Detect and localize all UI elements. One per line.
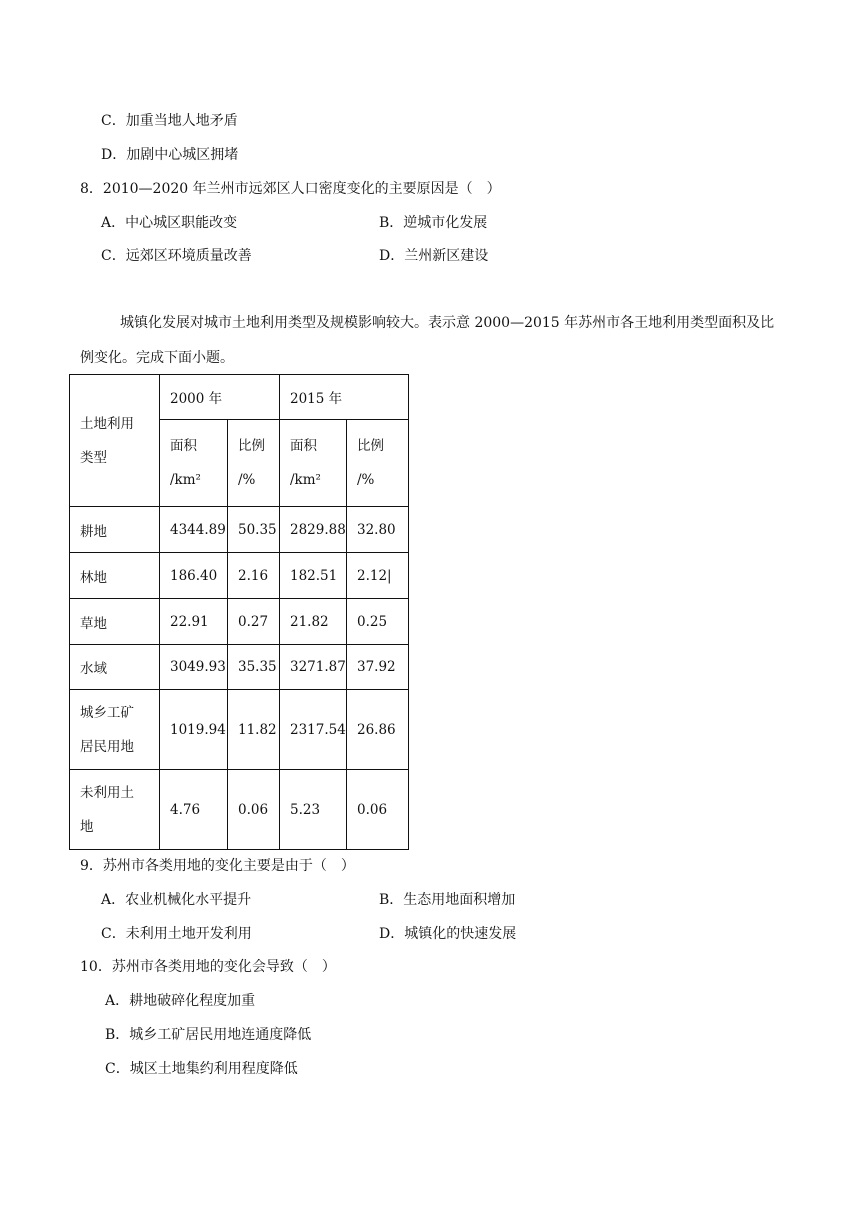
area-label: 面积 <box>170 438 197 454</box>
type-cell <box>70 770 160 850</box>
ratio-2015-header <box>347 420 409 507</box>
passage-text: 城镇化发展对城市土地利用类型及规模影响较大。表示意 2000—2015 年苏州市各王地利用类型面积及比例变化。完成下面小题。 <box>80 315 775 366</box>
ratio-2000-cell: 11.82 <box>228 690 280 770</box>
type-cell <box>70 690 160 770</box>
ratio-2015-cell: 32.80 <box>347 507 409 553</box>
type-cell: 草地 <box>70 599 160 645</box>
ratio-2000-header <box>228 420 280 507</box>
q9-stem: 9．苏州市各类用地的变化主要是由于（ ） <box>80 858 355 874</box>
ratio-2015-cell: 37.92 <box>347 645 409 690</box>
q8-stem: 8．2010—2020 年兰州市远郊区人口密度变化的主要原因是（ ） <box>80 181 501 197</box>
area-2000-cell: 186.40 <box>160 553 228 599</box>
q9-option-b: B．生态用地面积增加 <box>379 892 516 908</box>
area-2000-cell: 1019.94 <box>160 690 228 770</box>
area-2000-cell: 4.76 <box>160 770 228 850</box>
table-row <box>70 553 409 599</box>
type-line-2: 居民用地 <box>80 738 134 755</box>
type-line-2: 地 <box>80 818 94 835</box>
ratio-label: 比例 <box>357 438 384 454</box>
area-2015-cell: 2317.54 <box>280 690 347 770</box>
area-2000-header <box>160 420 228 507</box>
ratio-2015-cell: 2.12| <box>347 553 409 599</box>
type-header-cell <box>70 375 160 507</box>
area-2000-cell: 4344.89 <box>160 507 228 553</box>
ratio-2015-cell: 26.86 <box>347 690 409 770</box>
ratio-2000-cell: 50.35 <box>228 507 280 553</box>
q9-option-a: A．农业机械化水平提升 <box>101 892 252 908</box>
area-2015-header <box>280 420 347 507</box>
ratio-2000-cell: 0.06 <box>228 770 280 850</box>
land-use-table <box>69 374 409 850</box>
q8-option-c: C．远郊区环境质量改善 <box>101 248 252 264</box>
type-line-1: 未利用土 <box>80 784 134 801</box>
ratio-2000-cell: 35.35 <box>228 645 280 690</box>
table-row <box>70 770 409 850</box>
area-unit: /km² <box>290 472 321 488</box>
type-cell: 水域 <box>70 645 160 690</box>
table-header-row <box>70 375 409 420</box>
type-header-line-1: 土地利用 <box>80 415 134 432</box>
table-row <box>70 507 409 553</box>
q7-option-c: C．加重当地人地矛盾 <box>101 113 238 129</box>
area-2015-cell: 3271.87 <box>280 645 347 690</box>
type-cell: 林地 <box>70 553 160 599</box>
area-2000-cell: 3049.93 <box>160 645 228 690</box>
area-2015-cell: 5.23 <box>280 770 347 850</box>
area-2015-cell: 182.51 <box>280 553 347 599</box>
q8-option-b: B．逆城市化发展 <box>379 215 488 231</box>
q10-stem: 10．苏州市各类用地的变化会导致（ ） <box>80 959 336 975</box>
ratio-2015-cell: 0.25 <box>347 599 409 645</box>
area-unit: /km² <box>170 472 201 488</box>
type-header-line-2: 类型 <box>80 449 107 466</box>
type-cell: 耕地 <box>70 507 160 553</box>
table-row <box>70 690 409 770</box>
q9-option-c: C．未利用土地开发利用 <box>101 926 252 942</box>
area-2015-cell: 2829.88 <box>280 507 347 553</box>
ratio-2000-cell: 0.27 <box>228 599 280 645</box>
year-2000-header: 2000 年 <box>160 375 280 420</box>
ratio-unit: /% <box>357 472 375 488</box>
ratio-2015-cell: 0.06 <box>347 770 409 850</box>
table-row <box>70 645 409 690</box>
year-2015-header: 2015 年 <box>280 375 409 420</box>
table-row <box>70 599 409 645</box>
ratio-unit: /% <box>238 472 256 488</box>
q9-option-d: D．城镇化的快速发展 <box>379 926 517 942</box>
type-line-1: 城乡工矿 <box>80 704 134 721</box>
q10-option-c: C．城区土地集约利用程度降低 <box>105 1061 298 1077</box>
ratio-2000-cell: 2.16 <box>228 553 280 599</box>
q10-option-b: B．城乡工矿居民用地连通度降低 <box>105 1027 312 1043</box>
q7-option-d: D．加剧中心城区拥堵 <box>101 147 239 163</box>
area-2000-cell: 22.91 <box>160 599 228 645</box>
ratio-label: 比例 <box>238 438 265 454</box>
q8-option-d: D．兰州新区建设 <box>379 248 489 264</box>
q8-option-a: A．中心城区职能改变 <box>101 215 238 231</box>
area-2015-cell: 21.82 <box>280 599 347 645</box>
area-label: 面积 <box>290 438 317 454</box>
q10-option-a: A．耕地破碎化程度加重 <box>105 993 256 1009</box>
